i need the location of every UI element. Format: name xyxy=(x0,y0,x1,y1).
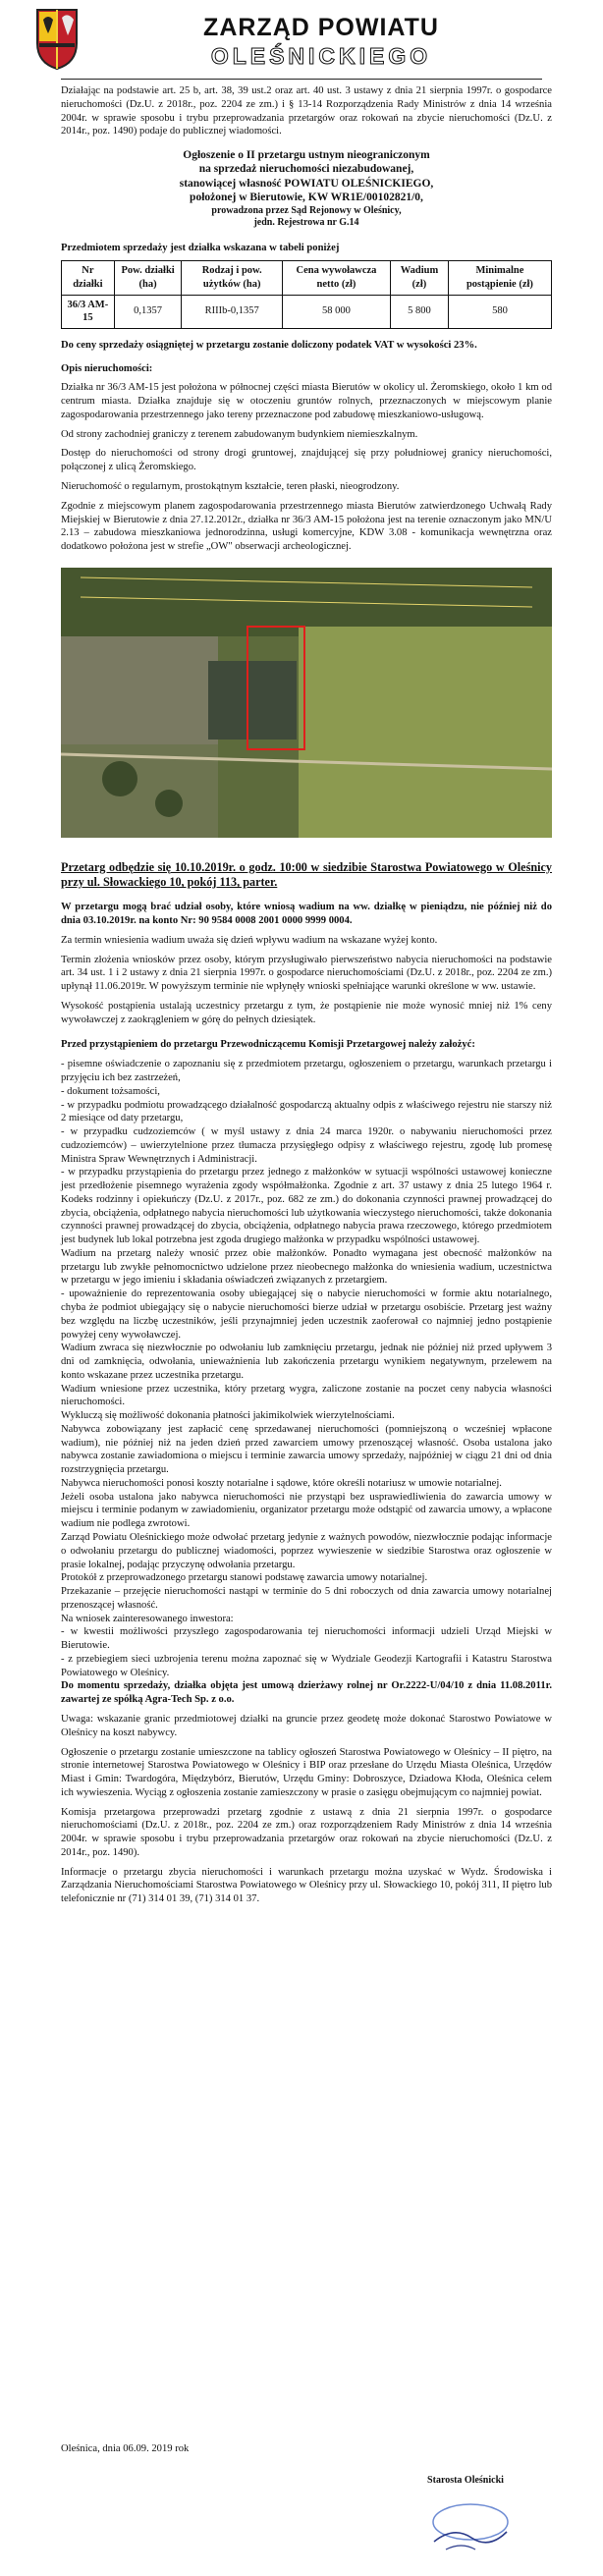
auction-date-line: Przetarg odbędzie się 10.10.2019r. o godz. 10:00 w siedzibie Starostwa Powiatowego w Oleśnicy przy ul. Słowackiego 10, pokój 113, parter. xyxy=(61,859,552,890)
list-item: Zarząd Powiatu Oleśnickiego może odwołać przetarg jedynie z ważnych powodów, niezwłocznie podając informacje o odwołaniu przetargu do publicznej wiadomości, poprzez wywieszenie w siedzibie Starostwa oraz ogłoszenie w prasie lokalnej, podając przyczynę odwołania przetargu. xyxy=(61,1532,552,1570)
description-text: Dostęp do nieruchomości od strony drogi gruntowej, znajdującej się przy południowej granicy nieruchomości, połączonej z ulicą Żeromskiego. xyxy=(61,448,552,473)
list-item: - z przebiegiem sieci uzbrojenia terenu można zapoznać się w Wydziale Geodezji Kartografii i Katastru Starostwa Powiatowego w Oleśnicy. xyxy=(61,1653,552,1678)
table-header-cell: Cena wywoławcza netto (zł) xyxy=(282,261,390,295)
table-cell: 0,1357 xyxy=(114,295,182,328)
increment-paragraph: Wysokość postąpienia ustalają uczestnicy przetargu z tym, że postąpienie nie może wynosić mniej niż 1% ceny wywoławczej z zaokrągleniem w górę do pełnych dziesiątek. xyxy=(61,1000,552,1025)
rules-list xyxy=(61,1247,552,1680)
list-item: Na wniosek zainteresowanego inwestora: xyxy=(61,1613,234,1624)
announcement-line: położonej w Bierutowie, KW WR1E/00102821/0, xyxy=(190,192,423,204)
table-row xyxy=(62,295,552,328)
list-item: Nabywca zobowiązany jest zapłacić cenę sprzedawanej nieruchomości (pomniejszoną o wcześniej wpłacone wadium), nie później niż na jeden dzień przed zawarciem umowy przenoszącej własność. Osoba ustalona jako nabywca zostanie zawiadomiona o miejscu i terminie zawarcia umowy sprzedaży, najpóźniej w ciągu 21 dni od dnia rozstrzygnięcia przetargu. xyxy=(61,1423,552,1476)
requirements-list xyxy=(61,1058,552,1247)
list-item: Wadium na przetarg należy wnosić przez obie małżonków. Ponadto wymagana jest obecność małżonków na przetargu lub zwykłe pełnomocnictwo udzielone przez nieobecnego małżonka do wniesienia wadium, uczestnictwa w przetargu w jego imieniu i składania oświadczeń związanych z przetargiem. xyxy=(61,1247,552,1287)
table-header-cell: Rodzaj i pow. użytków (ha) xyxy=(182,261,282,295)
note-paragraph: Ogłoszenie o przetargu zostanie umieszczone na tablicy ogłoszeń Starostwa Powiatowego w Oleśnicy – II piętro, na stronie internetowej Starostwa Powiatowego w Oleśnicy i BIP oraz przesłane do Urzędu Miasta Oleśnica, Urzędów Miast i Gmin: Twardogóra, Międzybórz, Bierutów, Urzędu Gminy: Dobroszyce, Dziadowa Kłoda, Oleśnica celem ich wywieszenia. Wyciąg z ogłoszenia zostanie zamieszczony w prasie o zasięgu obejmującym co najmniej powiat. xyxy=(61,1746,552,1798)
intro-paragraph: Działając na podstawie art. 25 b, art. 38, 39 ust.2 oraz art. 40 ust. 3 ustawy z dnia 21 sierpnia 1997r. o gospodarce nieruchomości (Dz.U. z 2018r., poz. 2204 ze zm.) i § 13-14 Rozporządzenia Rady Ministrów z dnia 14 września 2004r. w sprawie sposobu i trybu przeprowadzania przetargów oraz rokowań na zbycie nieruchomości (Dz.U. z 2014r., poz. 1490) podaje do publicznej wiadomości. xyxy=(61,85,552,137)
table-header-cell: Pow. działki (ha) xyxy=(114,261,182,295)
header-title-line2: OLEŚNICKIEGO xyxy=(210,43,432,69)
parcel-table xyxy=(61,260,552,329)
header-title-line1: ZARZĄD POWIATU xyxy=(203,14,439,41)
vat-note: Do ceny sprzedaży osiągniętej w przetargu zostanie doliczony podatek VAT w wysokości 23%. xyxy=(61,339,477,351)
table-header-row xyxy=(62,261,552,295)
list-item: - pisemne oświadczenie o zapoznaniu się z przedmiotem przetargu, ogłoszeniem o przetargu, warunkach przetargu i przyjęciu ich bez zastrzeżeń, xyxy=(61,1059,552,1083)
deposit-bold: W przetargu mogą brać udział osoby, które wniosą wadium na ww. działkę w pieniądzu, nie później niż do dnia 03.10.2019r. na konto Nr: 90 9584 0008 2001 0000 9999 0004. xyxy=(61,902,552,927)
before-heading: Przed przystąpieniem do przetargu Przewodniczącemu Komisji Przetargowej należy założyć: xyxy=(61,1039,475,1051)
list-item: - w kwestii możliwości przyszłego zagospodarowania tej nieruchomości informacji udzieli Urząd Miejski w Bierutowie. xyxy=(61,1626,552,1652)
announcement-line: Ogłoszenie o II przetargu ustnym nieograniczonym xyxy=(183,149,430,162)
announcement-line: stanowiącej własność POWIATU OLEŚNICKIEGO, xyxy=(179,177,434,190)
signature-stamp-icon xyxy=(426,2494,515,2555)
list-item: Protokół z przeprowadzonego przetargu stanowi podstawę zawarcia umowy notarialnej. xyxy=(61,1572,428,1584)
list-item: - w przypadku przystąpienia do przetargu przez jednego z małżonków w sytuacji wspólności ustawowej konieczne jest przedłożenie pisemnego wyrażenia zgody współmałżonka. Zgodnie z art. 37 ustawy z dnia 25 lutego 1964 r. Kodeks rodzinny i opiekuńczy (Dz.U. z 2017r., poz. 682 ze zm.) do dokonania czynności prawnej prowadzącej do zbycia, obciążenia, odpłatnego nabycia nieruchomości lub użytkowania wieczystego nieruchomości, także dokonania czynności prawnej prowadzącej do zbycia, obciążenia, odpłatnego nabycia prawa rzeczowego, którego przedmiotem jest budynek lub lokal potrzebna jest zgoda drugiego małżonka w przypadku wspólności ustawowej. xyxy=(61,1167,552,1246)
list-item: Jeżeli osoba ustalona jako nabywca nieruchomości nie przystąpi bez usprawiedliwienia do zawarcia umowy w miejscu i terminie podanym w zawiadomieniu, organizator przetargu może odstąpić od zawarcia umowy, a wpłacone wadium nie podlega zwrotowi. xyxy=(61,1491,552,1530)
list-item: - upoważnienie do reprezentowania osoby ubiegającej się o nabycie nieruchomości w formie aktu notarialnego, chyba że podmiot ubiegający się o nabycie nieruchomości bierze udział w przetargu osobiście. Przetarg jest ważny bez względu na liczbę uczestników, jeśli przynajmniej jeden uczestnik zaoferował co najmniej jedno postąpienie powyżej ceny wywoławczej. xyxy=(61,1288,552,1341)
commission-paragraph: Komisja przetargowa przeprowadzi przetarg zgodnie z ustawą z dnia 21 sierpnia 1997r. o gospodarce nieruchomościami (Dz.U. z 2018r., poz. 2204 ze zm.) oraz rozporządzeniem Rady Ministrów z dnia 14 września 2004r. w sprawie sposobu i trybu przeprowadzania przetargów oraz rokowań na zbycie nieruchomości (Dz.U. z 2014r., poz. 1490). xyxy=(61,1806,552,1858)
deposit-rest: Za termin wniesienia wadium uważa się dzień wpływu wadium na wskazane wyżej konto. xyxy=(61,934,438,946)
description-text: Nieruchomość o regularnym, prostokątnym kształcie, teren płaski, nieogrodzony. xyxy=(61,481,400,493)
announcement-line: prowadzona przez Sąd Rejonowy w Oleśnicy, xyxy=(211,204,402,216)
zoning-paragraph: Zgodnie z miejscowym planem zagospodarowania przestrzennego miasta Bierutów zatwierdzonego Uchwałą Rady Miejskiej w Bierutowie z dnia 27.12.2012r., działka nr 36/3 AM-15 położona jest na terenie oznaczonym jako MN/U 2.13 – zabudowa mieszkaniowa jednorodzinna, usługi komercyjne, KDW 3.08 - komunikacja wewnętrzna oraz dodatkowo położona jest w strefie „OW" obserwacji archeologicznej. xyxy=(61,500,552,553)
signature-title: Starosta Oleśnicki xyxy=(427,2475,504,2486)
announcement-line: jedn. Rejestrowa nr G.14 xyxy=(253,217,359,229)
table-header-cell: Minimalne postąpienie (zł) xyxy=(448,261,551,295)
header-separator xyxy=(61,79,542,80)
info-paragraph: Informacje o przetargu zbycia nieruchomości i warunkach przetargu można uzyskać w Wydz. Środowiska i Zarządzania Nieruchomościami Starostwa Powiatowego w Oleśnicy przy ul. Słowackiego 10, pokój 311, II piętro lub telefonicznie nr (71) 314 01 39, (71) 314 01 37. xyxy=(61,1866,552,1905)
description-heading: Opis nieruchomości: xyxy=(61,362,153,374)
table-cell: RIIIb-0,1357 xyxy=(182,295,282,328)
table-cell: 580 xyxy=(448,295,551,328)
table-cell: 36/3 AM-15 xyxy=(62,295,115,328)
list-item: Przekazanie – przejęcie nieruchomości nastąpi w terminie do 5 dni roboczych od dnia zawarcia umowy notarialnej przenoszącej własność. xyxy=(61,1586,552,1611)
description-text: Działka nr 36/3 AM-15 jest położona w północnej części miasta Bierutów w okolicy ul. Żeromskiego, około 1 km od centrum miasta. Działka znajduje się w otoczeniu gruntów rolnych, przeznaczonych w miejscowym planie zagospodarowania przestrzennego jako tereny przeznaczone pod zabudowę mieszkaniowo-usługową. xyxy=(61,382,552,420)
list-item: Wykluczą się możliwość dokonania płatności jakimikolwiek wierzytelnościami. xyxy=(61,1410,395,1422)
table-cell: 5 800 xyxy=(391,295,449,328)
lease-note: Do momentu sprzedaży, działka objęta jest umową dzierżawy rolnej nr Or.2222-U/04/10 z dnia 11.08.2011r. zawartej ze spółką Agra-Tech Sp. z o.o. xyxy=(61,1680,552,1706)
list-item: Wadium zwraca się niezwłocznie po odwołaniu lub zamknięciu przetargu, jednak nie później niż przed upływem 3 dni od zamknięcia, odwołania, unieważnienia lub zakończenia przetargu wynikiem negatywnym, przelewem na konto wskazane przez uczestnika przetargu. xyxy=(61,1343,552,1381)
page-header xyxy=(0,0,603,77)
list-item: Wadium wniesione przez uczestnika, który przetarg wygra, zaliczone zostanie na poczet ceny nabycia własności nieruchomości. xyxy=(61,1383,552,1408)
table-header-cell: Wadium (zł) xyxy=(391,261,449,295)
list-item: - w przypadku cudzoziemców ( w myśl ustawy z dnia 24 marca 1920r. o nabywaniu nieruchomości przez cudzoziemców) – uwierzytelnione przez tłumacza przysięgłego odpisy z właściwego rejestru, zgodę lub promesę Ministra Spraw Wewnętrznych i Administracji. xyxy=(61,1126,552,1165)
document-body xyxy=(61,84,552,1912)
list-item: Nabywca nieruchomości ponosi koszty notarialne i sądowe, które określi notariusz w umowie notarialnej. xyxy=(61,1477,502,1489)
table-title: Przedmiotem sprzedaży jest działka wskazana w tabeli poniżej xyxy=(61,242,340,253)
deadline-paragraph: Termin złożenia wniosków przez osoby, którym przysługiwało pierwszeństwo nabycia nieruchomości na podstawie art. 34 ust. 1 i 2 ustawy z dnia 21 sierpnia 1997r. o gospodarce nieruchomościami (Dz.U. z 2018r., poz. 2204 ze zm.) upłynął 11.06.2019r. W powyższym terminie nie wpłynęły wnioski spełniające warunki określone w ww. ustawie. xyxy=(61,954,552,993)
note-paragraph: Uwaga: wskazanie granic przedmiotowej działki na gruncie przez geodetę może dokonać Starostwo Powiatowe w Oleśnicy na koszt nabywcy. xyxy=(61,1713,552,1738)
table-cell: 58 000 xyxy=(282,295,390,328)
list-item: - dokument tożsamości, xyxy=(61,1085,160,1097)
announcement-line: na sprzedaż nieruchomości niezabudowanej, xyxy=(198,163,414,176)
description-text: Od strony zachodniej graniczy z terenem zabudowanym budynkiem niemieszkalnym. xyxy=(61,428,418,440)
date-line: Oleśnica, dnia 06.09. 2019 rok xyxy=(61,2443,190,2454)
announcement-heading xyxy=(61,148,552,230)
list-item: - w przypadku podmiotu prowadzącego działalność gospodarczą aktualny odpis z właściwego rejestru nie starszy niż 2 miesiące od daty przetargu, xyxy=(61,1099,552,1124)
table-header-cell: Nr działki xyxy=(62,261,115,295)
aerial-photo xyxy=(61,568,552,838)
